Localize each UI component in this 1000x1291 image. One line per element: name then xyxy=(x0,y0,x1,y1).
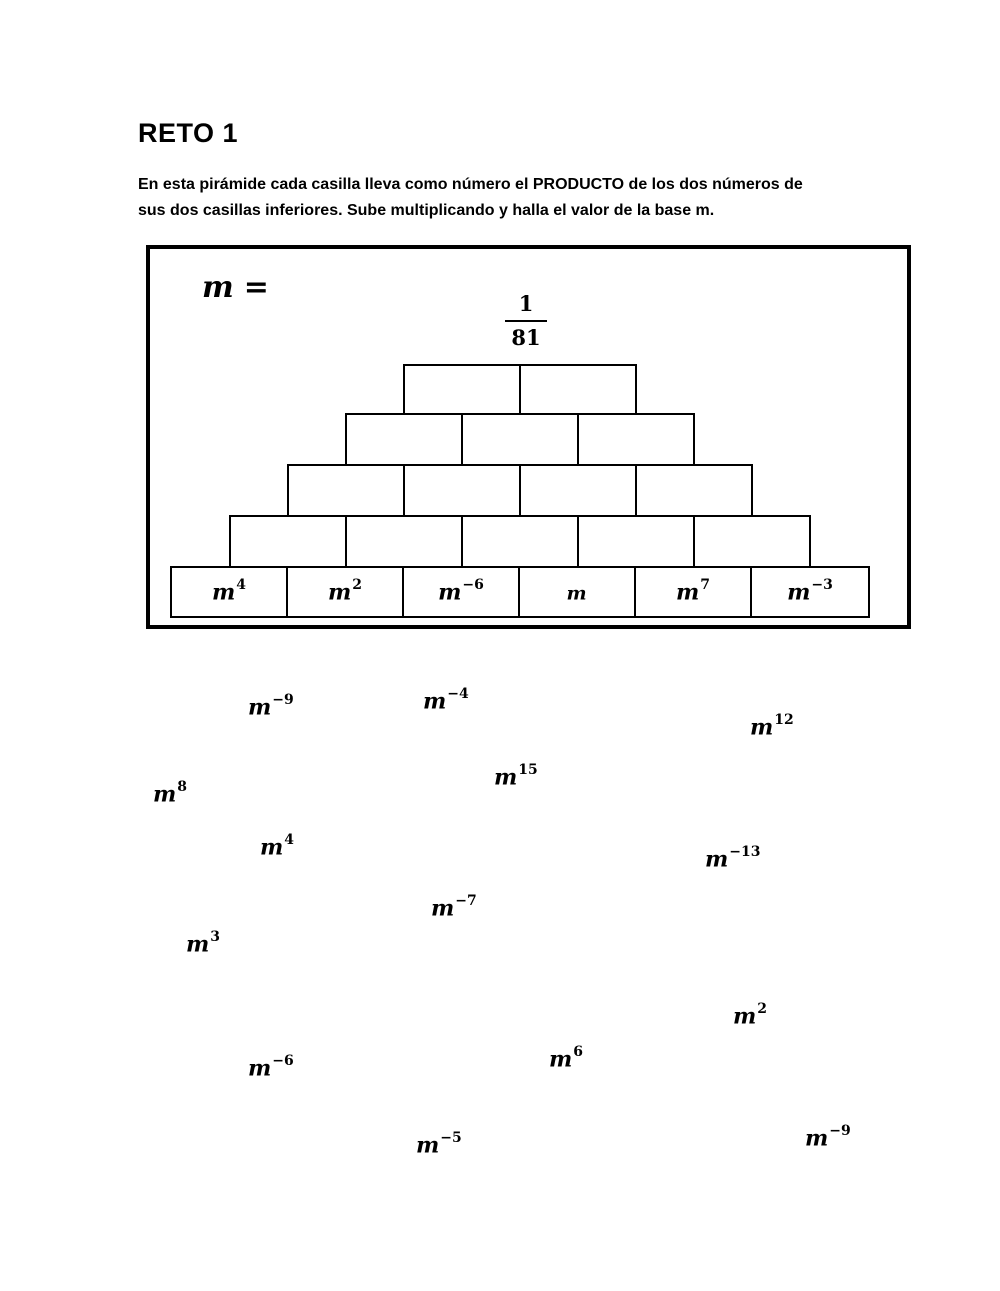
base-term: $m^4$ xyxy=(211,576,247,606)
pyramid-base-cell-5 xyxy=(634,566,752,618)
pyramid-cell-r2-1[interactable] xyxy=(229,515,347,568)
pyramid-cell-r4-2[interactable] xyxy=(461,413,579,466)
option-term[interactable]: $m^{-6}$ xyxy=(248,1053,294,1082)
pyramid-cell-r2-2[interactable] xyxy=(345,515,463,568)
pyramid-cell-r3-1[interactable] xyxy=(287,464,405,517)
base-term: $m^2$ xyxy=(327,576,363,606)
fraction-bar xyxy=(505,320,547,322)
pyramid-cell-r2-5[interactable] xyxy=(693,515,811,568)
pyramid-cell-r3-3[interactable] xyxy=(519,464,637,517)
base-term: m xyxy=(566,582,587,605)
pyramid-cell-r3-2[interactable] xyxy=(403,464,521,517)
answer-label xyxy=(202,270,269,305)
instructions xyxy=(138,172,858,224)
pyramid-base-cell-3 xyxy=(402,566,520,618)
pyramid-cell-r4-3[interactable] xyxy=(577,413,695,466)
option-term[interactable]: $m^{12}$ xyxy=(750,712,794,741)
pyramid-base-cell-6 xyxy=(750,566,870,618)
option-term[interactable]: $m^2$ xyxy=(733,1001,768,1030)
option-term[interactable]: $m^{15}$ xyxy=(494,762,538,791)
pyramid-cell-r2-4[interactable] xyxy=(577,515,695,568)
base-term: $m^{-3}$ xyxy=(787,576,833,606)
instructions-line-2: sus dos casillas inferiores. Sube multiplicando y halla el valor de la base m. xyxy=(138,202,715,219)
base-term: $m^7$ xyxy=(675,576,711,606)
pyramid-base-cell-4 xyxy=(518,566,636,618)
pyramid-cell-r2-3[interactable] xyxy=(461,515,579,568)
pyramid-cell-r5-2[interactable] xyxy=(519,364,637,415)
option-term[interactable]: $m^{-9}$ xyxy=(805,1123,851,1152)
option-term[interactable]: $m^8$ xyxy=(153,779,188,808)
option-term[interactable]: $m^3$ xyxy=(186,929,221,958)
pyramid-base-cell-1 xyxy=(170,566,288,618)
answer-variable: m xyxy=(202,270,234,305)
pyramid-cell-r4-1[interactable] xyxy=(345,413,463,466)
apex-fraction xyxy=(505,290,547,350)
answer-equals: = xyxy=(243,270,269,305)
option-term[interactable]: $m^{-13}$ xyxy=(705,844,761,873)
option-term[interactable]: $m^6$ xyxy=(549,1044,584,1073)
option-term[interactable]: $m^{-9}$ xyxy=(248,692,294,721)
option-term[interactable]: $m^{-4}$ xyxy=(423,686,469,715)
page-title: RETO 1 xyxy=(138,118,239,148)
pyramid-base-cell-2 xyxy=(286,566,404,618)
instructions-line-1: En esta pirámide cada casilla lleva como número el PRODUCTO de los dos números de xyxy=(138,176,803,193)
option-term[interactable]: $m^{-7}$ xyxy=(431,893,477,922)
pyramid-cell-r5-1[interactable] xyxy=(403,364,521,415)
base-term: $m^{-6}$ xyxy=(438,576,484,606)
option-term[interactable]: $m^4$ xyxy=(260,832,295,861)
option-term[interactable]: $m^{-5}$ xyxy=(416,1130,462,1159)
apex-numerator: 1 xyxy=(518,291,534,316)
apex-denominator: 81 xyxy=(511,325,541,350)
pyramid-cell-r3-4[interactable] xyxy=(635,464,753,517)
